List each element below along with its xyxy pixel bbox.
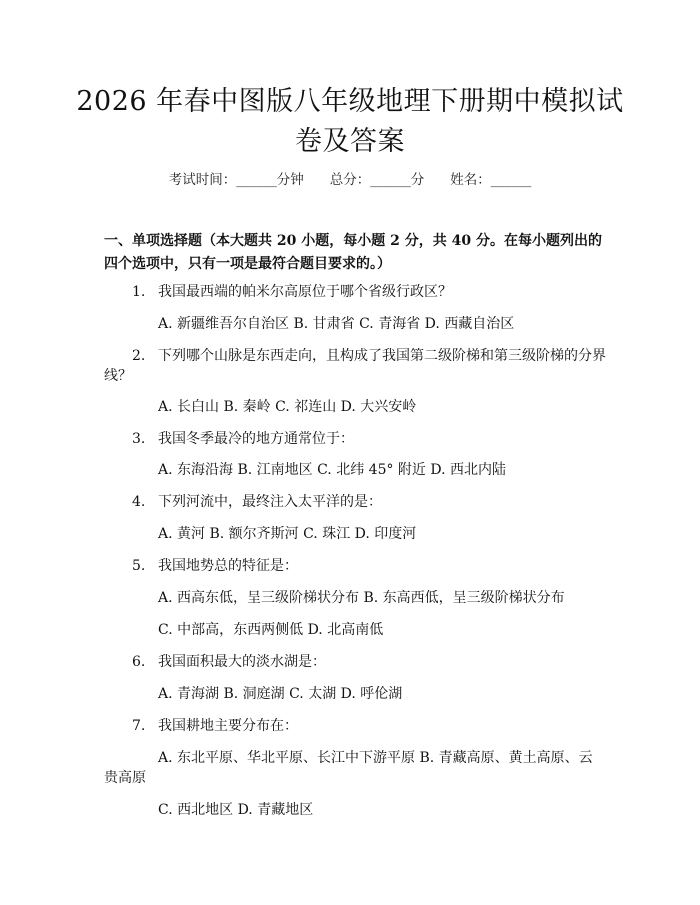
question-number: 4.: [132, 494, 146, 510]
score-blank: ______: [370, 172, 411, 188]
time-label: 考试时间：: [168, 172, 237, 188]
question-4: [132, 492, 382, 512]
question-text: 我国面积最大的淡水湖是：: [158, 654, 326, 670]
score-unit: 分: [410, 172, 425, 188]
question-1-options: A. 新疆维吾尔自治区 B. 甘肃省 C. 青海省 D. 西藏自治区: [158, 316, 515, 332]
question-7-options-line-1: A. 东北平原、华北平原、长江中下游平原 B. 青藏高原、黄土高原、云: [158, 750, 593, 766]
question-number: 3.: [132, 431, 146, 447]
question-3-options: A. 东海沿海 B. 江南地区 C. 北纬 45° 附近 D. 西北内陆: [158, 462, 507, 478]
question-number: 2.: [132, 348, 146, 364]
question-7-options-continuation: 贵高原: [104, 770, 146, 786]
question-6-options: A. 青海湖 B. 洞庭湖 C. 太湖 D. 呼伦湖: [158, 686, 403, 702]
question-5-options-line-2: C. 中部高，东西两侧低 D. 北高南低: [158, 622, 384, 638]
question-2-continuation: 线？: [104, 368, 132, 384]
question-7-options-line-2: C. 西北地区 D. 青藏地区: [158, 802, 314, 818]
exam-info: [0, 168, 700, 188]
question-5-options-line-1: A. 西高东低，呈三级阶梯状分布 B. 东高西低，呈三级阶梯状分布: [158, 590, 565, 606]
question-number: 6.: [132, 654, 146, 670]
question-text: 下列河流中，最终注入太平洋的是：: [158, 494, 382, 510]
question-number: 7.: [132, 718, 146, 734]
question-number: 1.: [132, 284, 146, 300]
time-unit: 分钟: [276, 172, 304, 188]
question-text: 我国耕地主要分布在：: [158, 718, 298, 734]
question-text: 我国最西端的帕米尔高原位于哪个省级行政区？: [158, 284, 452, 300]
question-text: 下列哪个山脉是东西走向，且构成了我国第二级阶梯和第三级阶梯的分界: [158, 348, 606, 364]
question-6: [132, 652, 326, 672]
question-text: 我国地势总的特征是：: [158, 558, 298, 574]
time-blank: ______: [236, 172, 277, 188]
title-line-1: 2026 年春中图版八年级地理下册期中模拟试: [76, 86, 624, 117]
question-5: [132, 556, 298, 576]
page-title: [60, 82, 640, 162]
question-4-options: A. 黄河 B. 额尔齐斯河 C. 珠江 D. 印度河: [158, 526, 417, 542]
question-text: 我国冬季最冷的地方通常位于：: [158, 431, 354, 447]
score-label: 总分：: [329, 172, 371, 188]
question-2-options: A. 长白山 B. 秦岭 C. 祁连山 D. 大兴安岭: [158, 399, 417, 415]
question-1: [132, 282, 452, 302]
name-blank: ______: [490, 172, 532, 188]
title-line-2: 卷及答案: [295, 126, 405, 157]
question-7: [132, 716, 298, 736]
question-number: 5.: [132, 558, 146, 574]
question-3: [132, 429, 354, 449]
question-2: [132, 346, 606, 366]
name-label: 姓名：: [450, 172, 491, 188]
section-heading: 一、单项选择题（本大题共 20 小题，每小题 2 分，共 40 分。在每小题列出的四个选项中，只有一项是最符合题目要求的。）: [104, 233, 602, 272]
